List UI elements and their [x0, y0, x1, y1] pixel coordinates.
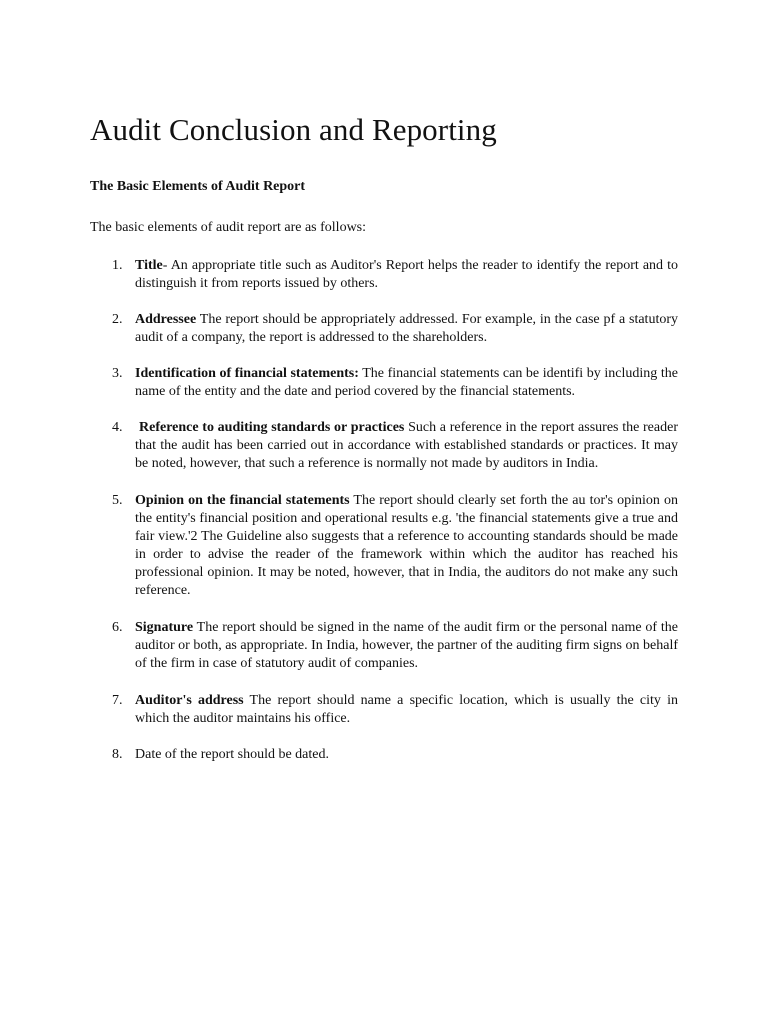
item-term: Auditor's address: [135, 693, 244, 708]
page-title: Audit Conclusion and Reporting: [90, 112, 497, 147]
elements-list: [90, 257, 678, 764]
item-text: - An appropriate title such as Auditor's Report helps the reader to identify the report and to distinguish it from reports issued by others.: [135, 258, 678, 291]
list-item-reference: [90, 419, 678, 473]
item-number: 1.: [112, 258, 123, 273]
item-text: The report should clearly set forth the au tor's opinion on the entity's financial position and operational results e.g. 'the financial statements give a true and fair view.'2 The Guideline also suggests that a reference to accounting standards should be made in order to advise the reader of the framework within which the auditor has reached his professional opinion. It may be noted, however, that in India, the auditors do not make any such reference.: [135, 493, 678, 598]
list-item-signature: [90, 619, 678, 673]
list-item-addressee: [90, 311, 678, 347]
item-term: Opinion on the financial statements: [135, 493, 350, 508]
item-text: The report should be appropriately addressed. For example, in the case pf a statutory audit of a company, the report is addressed to the shareholders.: [135, 312, 678, 345]
item-number: 8.: [112, 747, 123, 762]
item-term: Title: [135, 258, 163, 273]
item-term: Addressee: [135, 312, 197, 327]
item-term: Reference to auditing standards or practices: [139, 420, 405, 435]
item-number: 3.: [112, 366, 123, 381]
list-item-opinion: [90, 492, 678, 600]
item-term: Signature: [135, 620, 194, 635]
intro-paragraph: The basic elements of audit report are as follows:: [90, 220, 367, 235]
item-text: Date of the report should be dated.: [135, 747, 329, 762]
item-number: 5.: [112, 493, 123, 508]
list-item-address: [90, 692, 678, 728]
item-text: The report should be signed in the name of the audit firm or the personal name of the auditor or both, as appropriate. In India, however, the partner of the auditing firm signs on behalf of the firm in case of statutory audit of companies.: [135, 620, 678, 671]
list-item-identification: [90, 365, 678, 401]
item-number: 7.: [112, 693, 123, 708]
item-number: 6.: [112, 620, 123, 635]
item-text: The financial statements can be identifi by including the name of the entity and the date and period covered by the financial statements.: [135, 366, 678, 399]
section-heading: The Basic Elements of Audit Report: [90, 179, 306, 194]
item-text: Such a reference in the report assures the reader that the audit has been carried out in accordance with established standards or practices. It may be noted, however, that such a reference is normally not made by auditors in India.: [135, 420, 678, 471]
item-number: 2.: [112, 312, 123, 327]
list-item-date: [90, 746, 678, 764]
item-number: 4.: [112, 420, 123, 435]
document-page: [90, 108, 678, 782]
list-item-title: [90, 257, 678, 293]
item-term: Identification of financial statements:: [135, 366, 359, 381]
item-text: The report should name a specific location, which is usually the city in which the auditor maintains his office.: [135, 693, 678, 726]
